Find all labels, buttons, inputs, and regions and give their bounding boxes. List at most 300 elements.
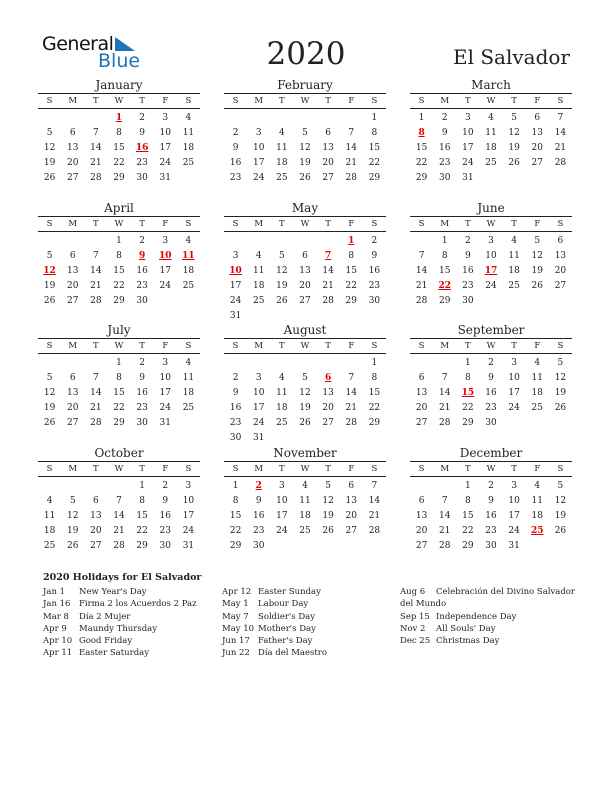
day: 10 (508, 373, 520, 383)
day: 27 (345, 526, 357, 536)
empty-day (293, 234, 316, 249)
day: 23 (229, 418, 242, 428)
empty-day (224, 356, 247, 371)
day: 18 (485, 143, 497, 153)
day: 16 (229, 403, 242, 413)
day: 29 (462, 418, 474, 428)
day: 12 (554, 373, 567, 383)
day: 30 (485, 418, 497, 428)
day: 22 (462, 526, 474, 536)
day: 4 (278, 128, 285, 138)
day: 7 (116, 496, 122, 506)
day: 5 (46, 251, 53, 261)
holiday-item (400, 635, 590, 647)
day: 27 (415, 541, 428, 551)
weekday-label: T (325, 219, 331, 229)
day: 31 (462, 173, 474, 183)
day: 13 (90, 511, 102, 521)
day: 4 (46, 496, 53, 506)
weekday-header (38, 338, 200, 354)
day: 3 (162, 236, 169, 246)
holiday-item (43, 598, 233, 610)
day: 11 (182, 373, 195, 383)
day: 9 (464, 251, 471, 261)
empty-day (84, 234, 107, 249)
weekday-label: W (114, 219, 124, 229)
day: 23 (159, 526, 171, 536)
weekday-label: T (465, 464, 471, 474)
holiday-name: Maundy Thursday (79, 623, 158, 634)
day: 20 (90, 526, 102, 536)
day: 4 (185, 358, 192, 368)
holiday-day: 1 (348, 236, 355, 246)
day: 6 (302, 251, 308, 261)
day: 15 (368, 388, 381, 398)
day: 19 (322, 511, 334, 521)
weekday-label: T (139, 219, 145, 229)
holiday-item (222, 611, 412, 623)
day: 20 (66, 281, 79, 291)
day: 17 (276, 511, 288, 521)
holiday-day: 12 (43, 266, 56, 276)
day: 8 (116, 373, 122, 383)
day: 24 (229, 296, 242, 306)
weekday-header (224, 338, 386, 354)
day: 31 (252, 433, 265, 443)
day: 5 (46, 128, 53, 138)
day: 22 (113, 403, 125, 413)
month-march (410, 78, 572, 186)
weekday-label: S (232, 219, 239, 229)
day: 19 (299, 403, 311, 413)
day: 9 (488, 496, 494, 506)
weekday-label: M (440, 96, 450, 106)
day: 22 (368, 403, 381, 413)
day: 29 (345, 296, 357, 306)
day: 7 (441, 496, 448, 506)
day: 15 (345, 266, 357, 276)
weekday-label: M (440, 341, 450, 351)
holiday-name: Día del Maestro (258, 648, 327, 659)
day: 9 (139, 373, 145, 383)
holiday-date: Apr 9 (43, 623, 67, 634)
day: 27 (66, 418, 79, 428)
day: 20 (415, 526, 428, 536)
holiday-name: Día 2 Mujer (79, 611, 131, 622)
empty-day (317, 111, 340, 126)
day: 5 (557, 358, 564, 368)
empty-day (61, 111, 84, 126)
day: 10 (182, 496, 195, 506)
day: 16 (368, 266, 381, 276)
day: 24 (159, 403, 171, 413)
day: 15 (462, 511, 474, 521)
month-title: November (273, 446, 337, 460)
weekday-label: F (162, 219, 169, 229)
empty-day (38, 111, 61, 126)
day: 29 (415, 173, 428, 183)
day: 2 (441, 113, 448, 123)
weekday-label: M (254, 341, 264, 351)
empty-day (270, 234, 293, 249)
day: 14 (345, 143, 357, 153)
day: 4 (511, 236, 517, 246)
day: 16 (252, 511, 265, 521)
day: 21 (438, 403, 451, 413)
day: 18 (43, 526, 56, 536)
day: 26 (299, 418, 311, 428)
day: 12 (66, 511, 79, 521)
day: 30 (485, 541, 497, 551)
day: 2 (139, 113, 145, 123)
month-december (410, 446, 572, 554)
weekday-label: T (139, 341, 145, 351)
month-title: July (107, 323, 131, 337)
day: 12 (276, 266, 288, 276)
weekday-label: S (371, 464, 378, 474)
day: 23 (438, 158, 451, 168)
day: 27 (66, 296, 79, 306)
holiday-item (222, 598, 412, 610)
day: 8 (139, 496, 145, 506)
weekday-label: M (254, 464, 264, 474)
day: 21 (438, 526, 451, 536)
day: 19 (299, 158, 311, 168)
weekday-header (38, 93, 200, 109)
day: 20 (322, 403, 334, 413)
day: 3 (511, 481, 517, 491)
day: 22 (462, 403, 474, 413)
month-november (224, 446, 386, 554)
weekday-label: T (465, 341, 471, 351)
day: 2 (139, 236, 145, 246)
day: 20 (299, 281, 311, 291)
holiday-name: New Year's Day (79, 587, 147, 597)
empty-day (340, 356, 363, 371)
day-grid (38, 111, 200, 186)
month-june (410, 201, 572, 309)
day: 28 (345, 173, 357, 183)
day: 10 (159, 128, 171, 138)
weekday-label: F (534, 341, 541, 351)
weekday-label: W (114, 341, 124, 351)
month-title: January (95, 78, 143, 92)
day: 23 (462, 281, 474, 291)
day: 15 (438, 266, 451, 276)
day: 3 (255, 373, 262, 383)
month-october (38, 446, 200, 554)
day: 18 (508, 266, 520, 276)
holiday-date: Apr 10 (43, 636, 73, 647)
day: 9 (371, 251, 378, 261)
weekday-label: S (371, 341, 378, 351)
month-january (38, 78, 200, 186)
day: 13 (345, 496, 357, 506)
day: 6 (325, 128, 331, 138)
day: 20 (554, 266, 567, 276)
holiday-name: Independence Day (436, 611, 517, 622)
holiday-item (43, 611, 233, 623)
day: 30 (462, 296, 474, 306)
month-title: April (104, 201, 134, 215)
day: 21 (368, 511, 381, 521)
day: 14 (415, 266, 428, 276)
holiday-date: Dec 25 (400, 636, 431, 647)
day: 17 (462, 143, 474, 153)
day: 5 (302, 128, 308, 138)
weekday-header (224, 216, 386, 232)
holiday-date: Apr 11 (43, 648, 73, 659)
day: 31 (159, 173, 171, 183)
day: 24 (485, 281, 497, 291)
day: 21 (90, 158, 102, 168)
day: 30 (159, 541, 171, 551)
holiday-date: May 10 (222, 623, 255, 634)
day: 26 (322, 526, 334, 536)
year-title: 2020 (266, 36, 346, 72)
day: 17 (159, 266, 171, 276)
holiday-date: Jun 17 (222, 636, 250, 647)
day: 23 (485, 526, 497, 536)
day: 19 (66, 526, 79, 536)
holiday-column (43, 586, 233, 660)
day: 30 (229, 433, 242, 443)
day: 25 (276, 418, 288, 428)
day: 9 (488, 373, 494, 383)
day: 12 (508, 128, 520, 138)
weekday-label: S (371, 219, 378, 229)
weekday-label: T (325, 464, 331, 474)
weekday-label: M (254, 96, 264, 106)
day: 18 (182, 143, 195, 153)
weekday-label: S (46, 219, 53, 229)
weekday-header (224, 461, 386, 477)
day: 26 (43, 418, 56, 428)
day: 21 (90, 281, 102, 291)
day: 13 (66, 143, 79, 153)
day: 1 (371, 113, 378, 123)
day: 15 (415, 143, 428, 153)
day: 15 (368, 143, 381, 153)
day-grid (410, 234, 572, 309)
day: 24 (159, 158, 171, 168)
day: 2 (488, 481, 494, 491)
day: 5 (69, 496, 76, 506)
empty-day (224, 234, 247, 249)
holiday-item (222, 623, 412, 635)
day: 9 (232, 143, 239, 153)
day: 18 (276, 403, 288, 413)
day: 23 (368, 281, 381, 291)
holidays-title: 2020 Holidays for El Salvador (43, 572, 202, 583)
day: 19 (43, 403, 56, 413)
day: 21 (415, 281, 428, 291)
weekday-label: M (440, 219, 450, 229)
weekday-label: S (185, 219, 192, 229)
day: 20 (66, 158, 79, 168)
holiday-name: Easter Saturday (79, 648, 150, 659)
empty-day (38, 234, 61, 249)
day: 25 (43, 541, 56, 551)
day: 30 (136, 173, 148, 183)
day: 10 (462, 128, 474, 138)
day: 29 (113, 296, 125, 306)
empty-day (293, 111, 316, 126)
day: 17 (508, 388, 520, 398)
day: 13 (554, 251, 567, 261)
day: 28 (90, 296, 102, 306)
holiday-name: Mother's Day (258, 623, 316, 634)
day: 18 (531, 388, 543, 398)
day: 13 (322, 143, 334, 153)
holiday-day: 22 (438, 281, 451, 291)
logo-blue: Blue (98, 50, 141, 72)
day-grid (224, 479, 386, 554)
day-grid (224, 234, 386, 324)
day: 9 (255, 496, 262, 506)
weekday-label: T (325, 96, 331, 106)
day: 7 (92, 251, 99, 261)
day: 13 (299, 266, 311, 276)
day: 15 (136, 511, 148, 521)
day: 26 (276, 296, 288, 306)
day: 14 (554, 128, 567, 138)
weekday-label: T (465, 96, 471, 106)
empty-day (433, 356, 456, 371)
weekday-label: T (93, 96, 99, 106)
day: 17 (252, 158, 265, 168)
day: 9 (232, 388, 239, 398)
weekday-header (410, 461, 572, 477)
day: 27 (322, 418, 334, 428)
weekday-label: T (93, 464, 99, 474)
day: 29 (438, 296, 451, 306)
day: 30 (136, 296, 148, 306)
day: 19 (276, 281, 288, 291)
weekday-label: M (68, 464, 78, 474)
weekday-label: S (557, 341, 564, 351)
weekday-label: T (139, 464, 145, 474)
day: 14 (345, 388, 357, 398)
day: 5 (302, 373, 308, 383)
day: 4 (185, 236, 192, 246)
day: 20 (531, 143, 543, 153)
day: 24 (508, 403, 520, 413)
holiday-item (43, 623, 233, 635)
holiday-item (400, 611, 590, 623)
weekday-label: F (162, 96, 169, 106)
day: 18 (276, 158, 288, 168)
weekday-header (38, 216, 200, 232)
holiday-name-continued: del Mundo (400, 599, 447, 610)
weekday-label: S (185, 464, 192, 474)
day: 16 (159, 511, 171, 521)
day: 26 (43, 296, 56, 306)
day: 14 (90, 266, 102, 276)
day: 30 (368, 296, 381, 306)
empty-day (61, 479, 84, 494)
day: 11 (531, 496, 543, 506)
day: 20 (415, 403, 428, 413)
day: 11 (252, 266, 265, 276)
empty-day (61, 234, 84, 249)
day: 23 (485, 403, 497, 413)
holiday-day: 25 (531, 526, 544, 536)
weekday-label: T (511, 219, 517, 229)
day: 23 (136, 403, 148, 413)
holiday-item (222, 647, 412, 659)
logo-general: General (42, 33, 114, 55)
day-grid (38, 479, 200, 554)
holiday-day: 1 (115, 113, 123, 123)
day: 8 (348, 251, 355, 261)
weekday-label: S (418, 96, 425, 106)
weekday-label: F (348, 464, 355, 474)
day: 6 (418, 373, 425, 383)
month-may (224, 201, 386, 324)
day: 28 (554, 158, 567, 168)
weekday-label: F (348, 96, 355, 106)
weekday-label: F (348, 341, 355, 351)
holiday-name: Easter Sunday (258, 587, 321, 597)
day: 1 (441, 236, 448, 246)
day: 28 (345, 418, 357, 428)
holiday-name: Firma 2 los Acuerdos 2 Paz (79, 599, 197, 610)
day: 9 (441, 128, 448, 138)
month-february (224, 78, 386, 186)
day: 7 (418, 251, 425, 261)
day: 23 (252, 526, 265, 536)
weekday-label: M (440, 464, 450, 474)
day: 25 (182, 158, 195, 168)
day: 2 (232, 373, 239, 383)
day: 8 (464, 496, 471, 506)
day: 8 (371, 128, 378, 138)
month-title: February (277, 78, 333, 92)
weekday-label: S (557, 96, 564, 106)
day: 8 (371, 373, 378, 383)
holiday-day: 2 (255, 481, 262, 491)
day: 5 (511, 113, 517, 123)
weekday-label: T (511, 341, 517, 351)
day: 22 (136, 526, 148, 536)
holiday-name: All Souls' Day (436, 623, 496, 634)
day: 8 (441, 251, 448, 261)
month-title: December (459, 446, 523, 460)
day: 9 (162, 496, 169, 506)
day: 19 (508, 143, 520, 153)
weekday-label: S (418, 341, 425, 351)
month-title: March (471, 78, 511, 92)
day: 8 (116, 128, 122, 138)
day-grid (38, 234, 200, 309)
day: 12 (322, 496, 334, 506)
day: 19 (554, 388, 567, 398)
holiday-item (400, 586, 590, 598)
day: 24 (252, 173, 265, 183)
day: 25 (299, 526, 311, 536)
holiday-item (400, 623, 590, 635)
day: 25 (508, 281, 520, 291)
day: 10 (252, 143, 265, 153)
day: 10 (508, 496, 520, 506)
day-grid (38, 356, 200, 431)
empty-day (61, 356, 84, 371)
day: 22 (415, 158, 428, 168)
day-grid (410, 111, 572, 186)
weekday-label: M (68, 219, 78, 229)
day: 2 (232, 128, 239, 138)
